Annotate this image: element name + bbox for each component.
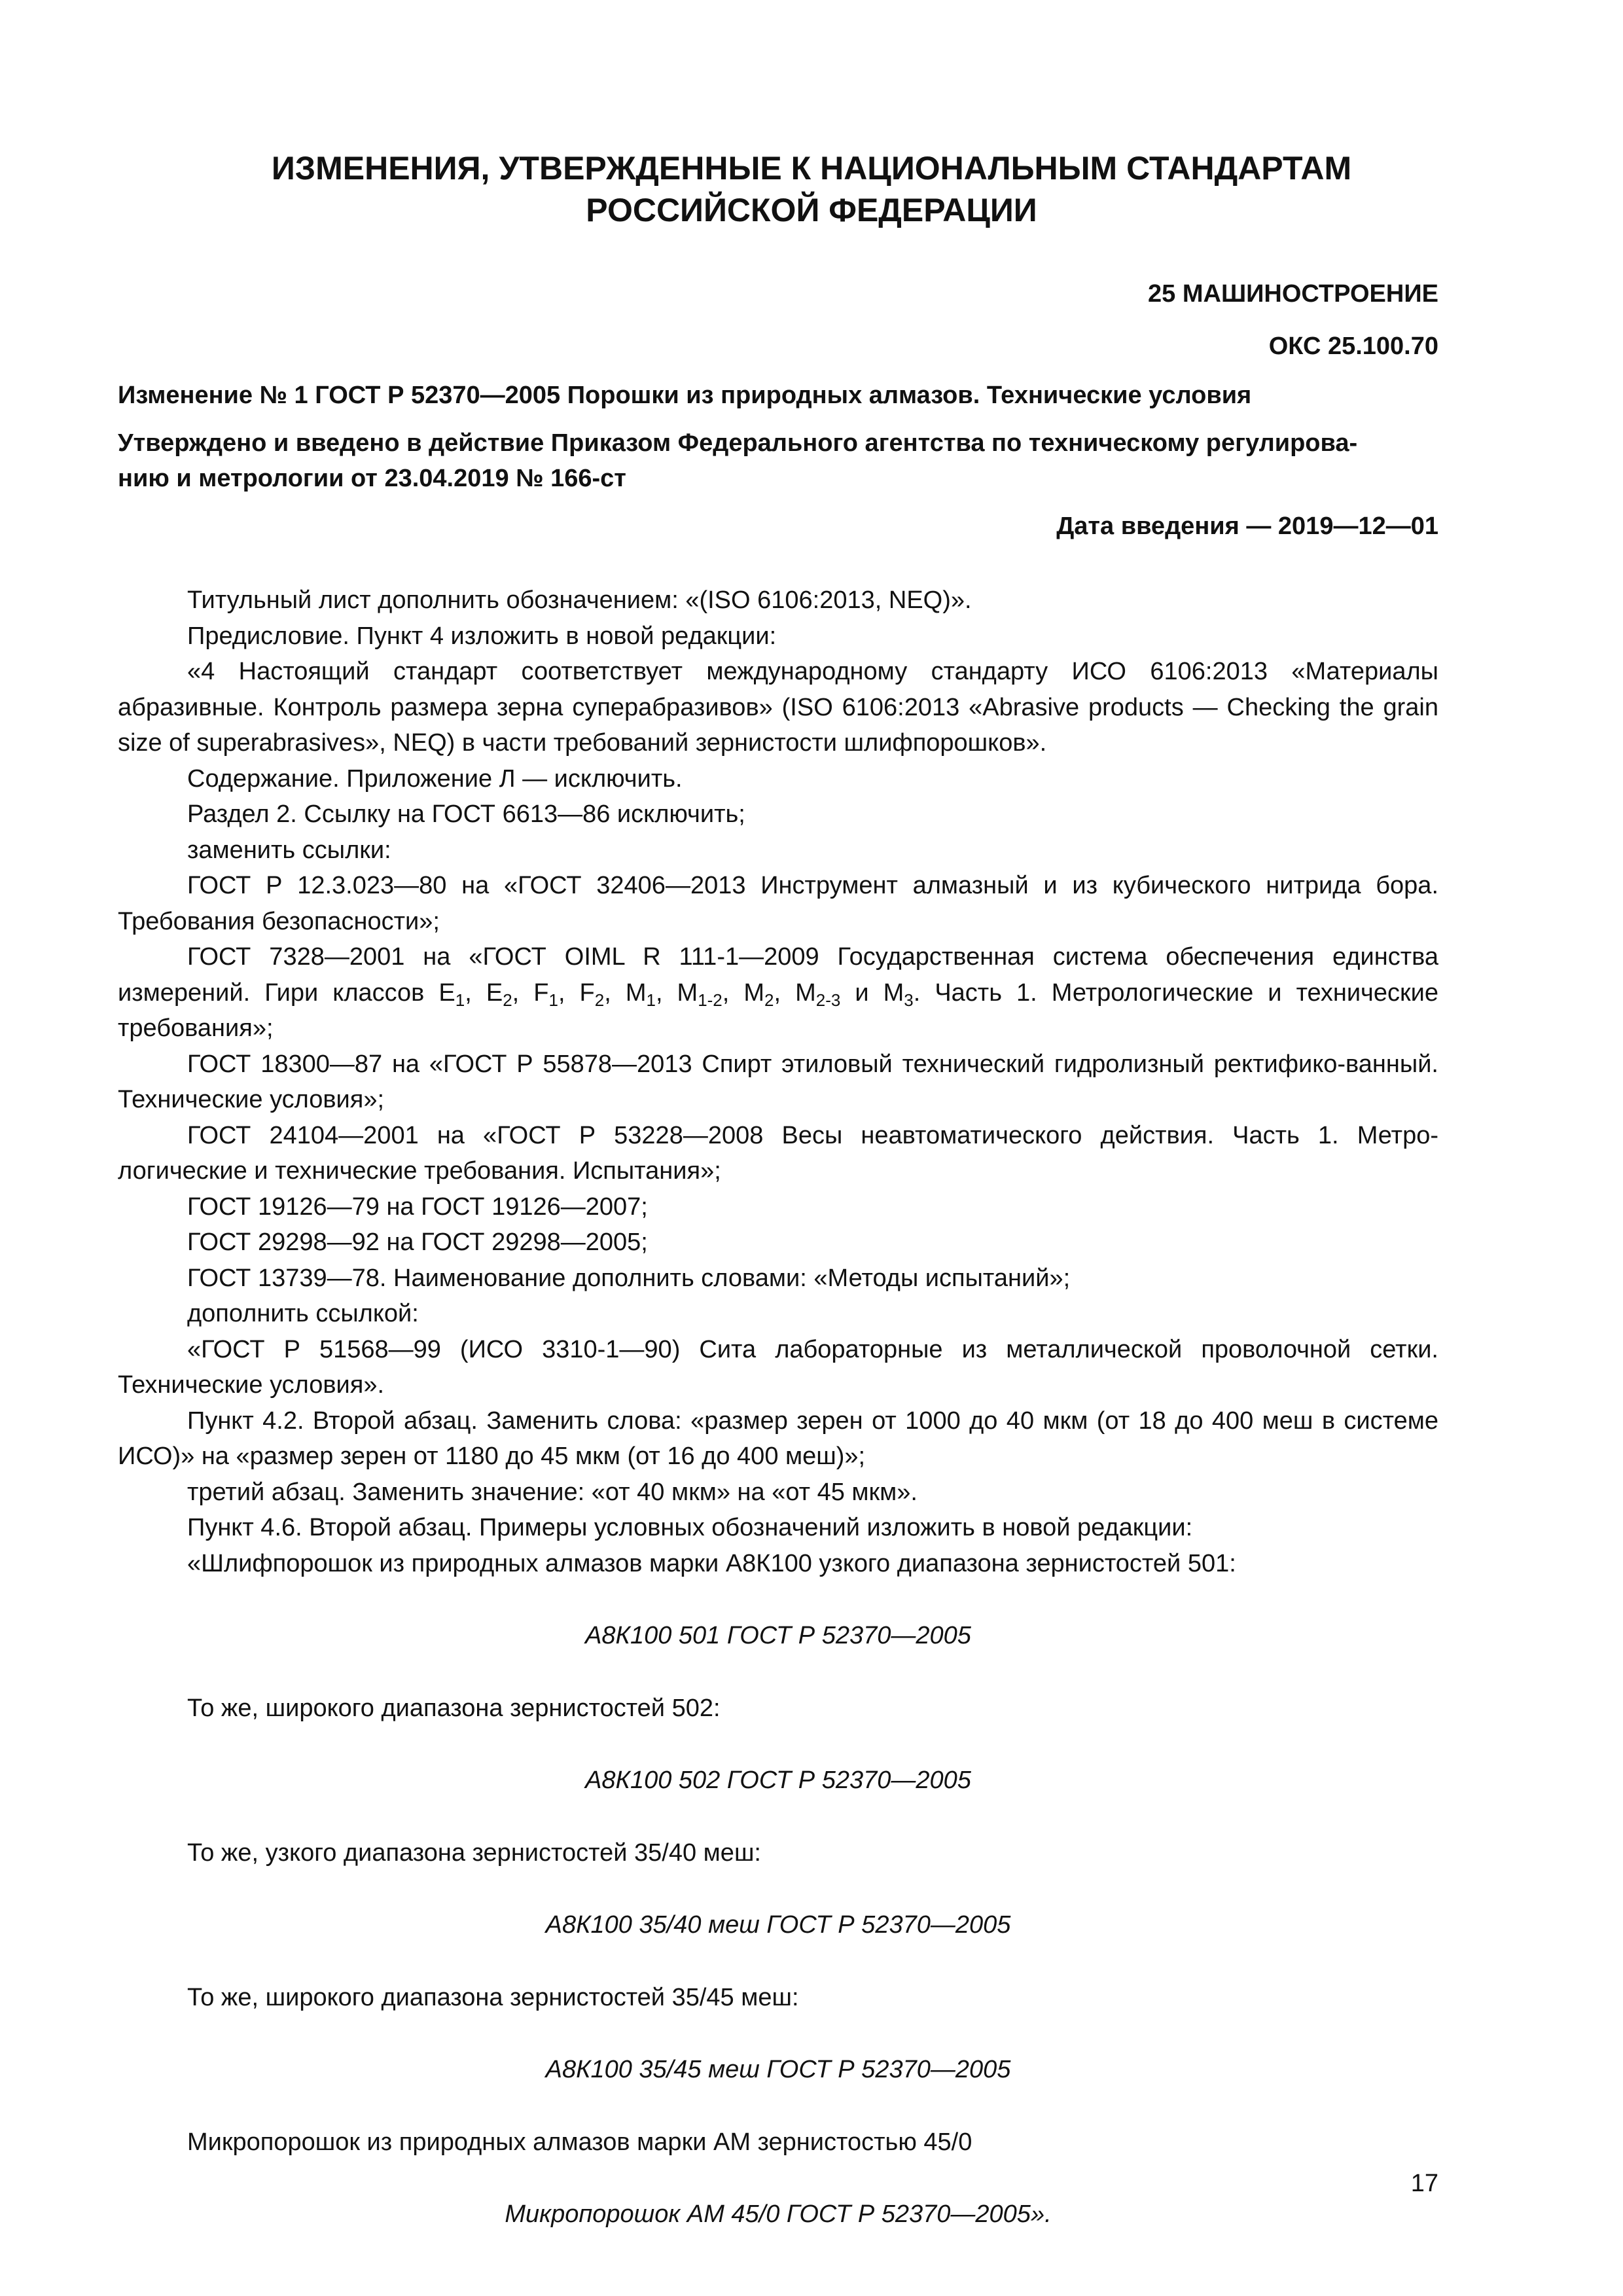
paragraph: Раздел 2. Ссылку на ГОСТ 6613—86 исключить; <box>187 800 745 828</box>
page-number: 17 <box>1410 2170 1438 2197</box>
paragraph: Предисловие. Пункт 4 изложить в новой редакции: <box>187 622 777 650</box>
page-title <box>118 147 1505 231</box>
paragraph: «ГОСТ Р 51568—99 (ИСО 3310-1—90) Сита лабораторные из металлической проволочной сетки. Технические условия». <box>118 1335 1438 1399</box>
paragraph: дополнить ссылкой: <box>187 1300 419 1327</box>
paragraph: заменить ссылки: <box>187 836 391 864</box>
paragraph: ГОСТ 18300—87 на «ГОСТ Р 55878—2013 Спирт этиловый технический гидролизный ректифико-ванный. Технические условия»; <box>118 1050 1438 1113</box>
designation-example: Микропорошок АМ 45/0 ГОСТ Р 52370—2005». <box>505 2200 1052 2228</box>
approval-statement <box>118 425 1438 496</box>
paragraph-weight-classes: ГОСТ 7328—2001 на «ГОСТ OIML R 111-1—2009 Государственная система обеспечения единства измерений. Гири классов $E_1$, $E_2$, $F_1$, $F_2$, $M_1$, $M_{1-2}$, $M_2$, $M_{2-3}$ и $M_3$. Часть 1. Метрологические и технические требования»; <box>118 943 1438 1042</box>
paragraph: Содержание. Приложение Л — исключить. <box>187 764 683 793</box>
approval-line-1: Утверждено и введено в действие Приказом Федерального агентства по техническому регулирова- <box>118 429 1358 457</box>
amendment-title: Изменение № 1 ГОСТ Р 52370—2005 Порошки из природных алмазов. Технические условия <box>118 382 1252 409</box>
paragraph: «4 Настоящий стандарт соответствует международному стандарту ИСО 6106:2013 «Материалы абразивные. Контроль размера зерна суперабразивов» (ISO 6106:2013 «Abrasive products — Checking the grain size of superabrasives», NEQ) в части требований зернистости шлифпорошков». <box>118 658 1438 757</box>
oks-code: ОКС 25.100.70 <box>1268 332 1438 360</box>
paragraph: Пункт 4.2. Второй абзац. Заменить слова: «размер зерен от 1000 до 40 мкм (от 18 до 400 меш в системе ИСО)» на «размер зерен от 1180 до 45 мкм (от 16 до 400 меш)»; <box>118 1407 1438 1470</box>
paragraph: ГОСТ Р 12.3.023—80 на «ГОСТ 32406—2013 Инструмент алмазный и из кубического нитрида бора. Требования безопасности»; <box>118 872 1438 935</box>
designation-example: А8К100 502 ГОСТ Р 52370—2005 <box>585 1767 971 1794</box>
section-heading: 25 МАШИНОСТРОЕНИЕ <box>1148 280 1438 308</box>
effective-date: Дата введения — 2019—12—01 <box>1056 512 1438 540</box>
amendment-body <box>118 583 1438 2233</box>
paragraph: Пункт 4.6. Второй абзац. Примеры условных обозначений изложить в новой редакции: <box>187 1514 1193 1541</box>
paragraph: Микропорошок из природных алмазов марки АМ зернистостью 45/0 <box>187 2128 972 2156</box>
paragraph: третий абзац. Заменить значение: «от 40 мкм» на «от 45 мкм». <box>187 1478 918 1506</box>
designation-example: А8К100 35/40 меш ГОСТ Р 52370—2005 <box>545 1911 1011 1939</box>
paragraph: ГОСТ 24104—2001 на «ГОСТ Р 53228—2008 Весы неавтоматического действия. Часть 1. Метро-логические и технические требования. Испытания»; <box>118 1121 1438 1185</box>
paragraph: То же, широкого диапазона зернистостей 35/45 меш: <box>187 1983 799 2011</box>
paragraph: ГОСТ 13739—78. Наименование дополнить словами: «Методы испытаний»; <box>187 1264 1071 1292</box>
title-line-1: ИЗМЕНЕНИЯ, УТВЕРЖДЕННЫЕ К НАЦИОНАЛЬНЫМ СТАНДАРТАМ <box>271 150 1352 187</box>
paragraph: ГОСТ 29298—92 на ГОСТ 29298—2005; <box>187 1229 648 1256</box>
paragraph: То же, широкого диапазона зернистостей 502: <box>187 1694 721 1722</box>
designation-example: А8К100 501 ГОСТ Р 52370—2005 <box>585 1622 971 1649</box>
title-line-2: РОССИЙСКОЙ ФЕДЕРАЦИИ <box>586 192 1037 228</box>
paragraph: ГОСТ 19126—79 на ГОСТ 19126—2007; <box>187 1193 648 1221</box>
designation-example: А8К100 35/45 меш ГОСТ Р 52370—2005 <box>545 2056 1011 2083</box>
approval-line-2: нию и метрологии от 23.04.2019 № 166-ст <box>118 465 626 492</box>
paragraph: «Шлифпорошок из природных алмазов марки А8К100 узкого диапазона зернистостей 501: <box>187 1549 1236 1577</box>
paragraph: Титульный лист дополнить обозначением: «(ISO 6106:2013, NEQ)». <box>187 586 972 614</box>
paragraph: То же, узкого диапазона зернистостей 35/40 меш: <box>187 1839 761 1867</box>
